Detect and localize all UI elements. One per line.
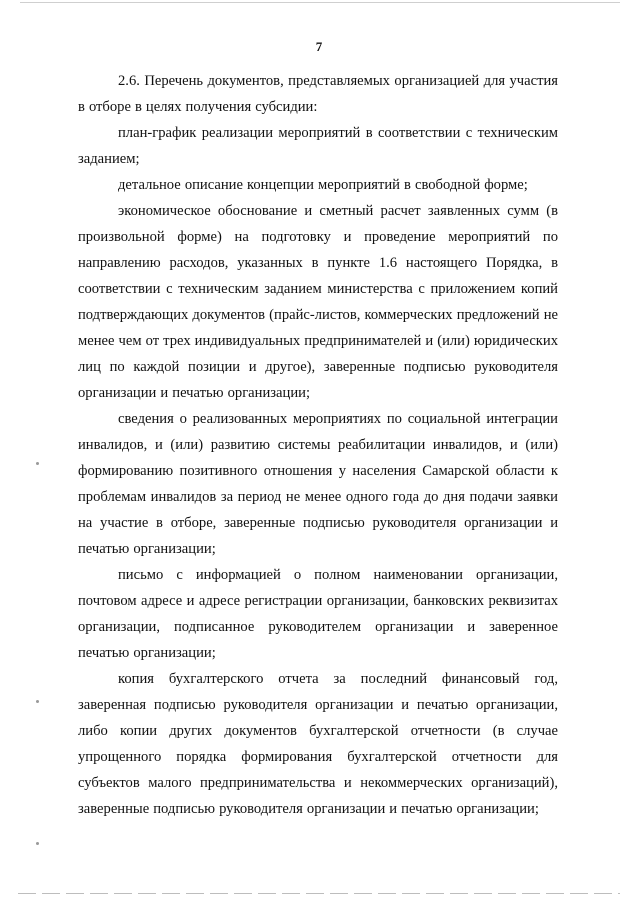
document-body — [78, 68, 558, 822]
scan-top-edge — [20, 2, 620, 3]
scan-speck — [36, 462, 39, 465]
paragraph-accounting-report: копия бухгалтерского отчета за последний финансовый год, заверенная подписью руководителя организации и печатью организации, либо копии других документов бухгалтерской отчетности (в случае упрощенного порядка формирования бухгалтерской отчетности для субъектов малого предпринимательства и некоммерческих организаций), заверенные подписью руководителя организации и печатью организации; — [78, 671, 558, 817]
paragraph-2-6-heading: 2.6. Перечень документов, представляемых организацией для участия в отборе в целях получения субсидии: — [78, 73, 558, 115]
paragraph-letter: письмо с информацией о полном наименовании организации, почтовом адресе и адресе регистрации организации, банковских реквизитах организации, подписанное руководителем организации и заверенное печатью организации; — [78, 567, 558, 661]
paragraph-schedule: план-график реализации мероприятий в соответствии с техническим заданием; — [78, 125, 558, 167]
paragraph-concept: детальное описание концепции мероприятий в свободной форме; — [118, 177, 528, 193]
scan-bottom-edge — [18, 893, 620, 894]
paragraph-economic-justification: экономическое обоснование и сметный расчет заявленных сумм (в произвольной форме) на подготовку и проведение мероприятий по направлению расходов, указанных в пункте 1.6 настоящего Порядка, в соответствии с техническим заданием министерства с приложением копий подтверждающих документов (прайс-листов, коммерческих предложений не менее чем от трех индивидуальных предпринимателей и (или) юридических лиц по каждой позиции и другое), заверенные подписью руководителя организации и печатью организации; — [78, 203, 558, 401]
page-number: 7 — [315, 39, 323, 54]
paragraph-activities-info: сведения о реализованных мероприятиях по социальной интеграции инвалидов, и (или) развитию системы реабилитации инвалидов, и (или) формированию позитивного отношения у населения Самарской области к проблемам инвалидов за период не менее одного года до дня подачи заявки на участие в отборе, заверенные подписью руководителя организации и печатью организации; — [78, 411, 558, 557]
scan-speck — [36, 842, 39, 845]
scan-speck — [36, 700, 39, 703]
